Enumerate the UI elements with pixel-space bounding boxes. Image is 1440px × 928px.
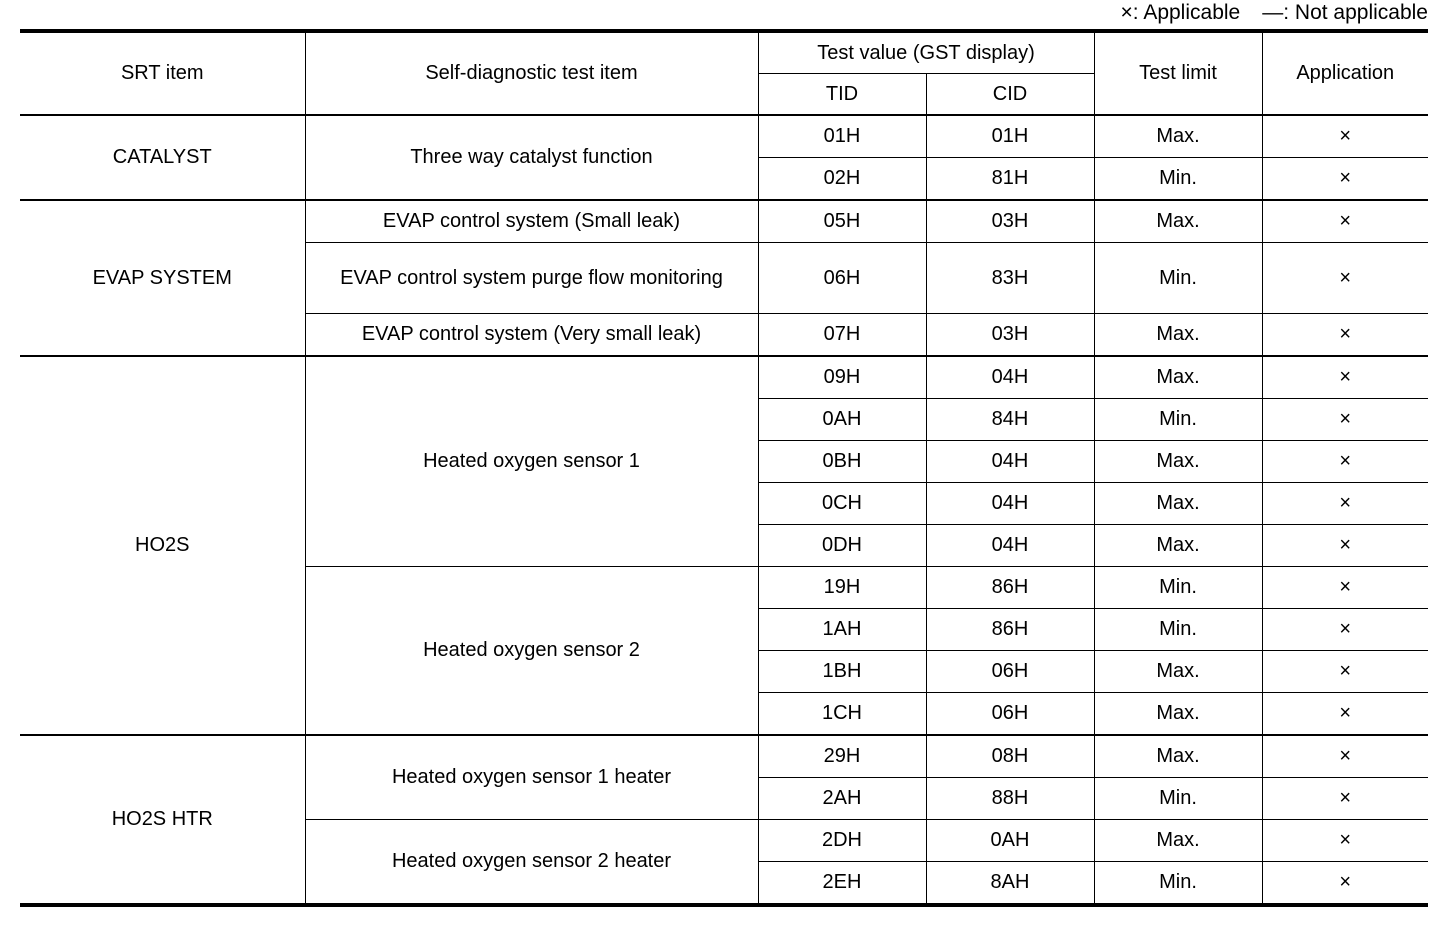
tid-cell: 2AH — [758, 778, 926, 820]
test-limit-cell: Min. — [1094, 158, 1262, 201]
table-header — [20, 31, 1428, 115]
test-limit-cell: Max. — [1094, 525, 1262, 567]
table-row — [20, 356, 1428, 399]
test-limit-cell: Min. — [1094, 399, 1262, 441]
cid-cell: 01H — [926, 115, 1094, 158]
test-limit-cell: Min. — [1094, 567, 1262, 609]
self-diagnostic-item-cell: Heated oxygen sensor 2 — [305, 567, 758, 736]
application-cell: × — [1262, 651, 1428, 693]
application-cell: × — [1262, 609, 1428, 651]
application-cell: × — [1262, 356, 1428, 399]
application-cell: × — [1262, 693, 1428, 736]
tid-cell: 0BH — [758, 441, 926, 483]
tid-cell: 09H — [758, 356, 926, 399]
application-cell: × — [1262, 115, 1428, 158]
application-cell: × — [1262, 441, 1428, 483]
cid-cell: 08H — [926, 735, 1094, 778]
tid-cell: 0AH — [758, 399, 926, 441]
application-cell: × — [1262, 820, 1428, 862]
srt-item-cell: CATALYST — [20, 115, 305, 200]
self-diagnostic-item-cell: Three way catalyst function — [305, 115, 758, 200]
self-diagnostic-item-cell: EVAP control system (Small leak) — [305, 200, 758, 243]
tid-cell: 19H — [758, 567, 926, 609]
self-diagnostic-item-cell: EVAP control system purge flow monitoring — [305, 243, 758, 314]
srt-test-table — [20, 29, 1428, 907]
header-application: Application — [1262, 31, 1428, 115]
test-limit-cell: Min. — [1094, 862, 1262, 906]
application-cell: × — [1262, 778, 1428, 820]
tid-cell: 05H — [758, 200, 926, 243]
srt-item-cell: EVAP SYSTEM — [20, 200, 305, 356]
legend — [1121, 0, 1428, 26]
test-limit-cell: Max. — [1094, 651, 1262, 693]
cid-cell: 8AH — [926, 862, 1094, 906]
srt-item-cell: HO2S — [20, 356, 305, 735]
header-tid: TID — [758, 74, 926, 116]
tid-cell: 0CH — [758, 483, 926, 525]
test-limit-cell: Min. — [1094, 243, 1262, 314]
cid-cell: 81H — [926, 158, 1094, 201]
application-cell: × — [1262, 567, 1428, 609]
test-limit-cell: Max. — [1094, 483, 1262, 525]
tid-cell: 06H — [758, 243, 926, 314]
application-cell: × — [1262, 525, 1428, 567]
test-limit-cell: Max. — [1094, 115, 1262, 158]
cid-cell: 04H — [926, 525, 1094, 567]
table-body — [20, 115, 1428, 905]
cid-cell: 83H — [926, 243, 1094, 314]
cid-cell: 04H — [926, 356, 1094, 399]
tid-cell: 1BH — [758, 651, 926, 693]
application-cell: × — [1262, 483, 1428, 525]
test-limit-cell: Max. — [1094, 356, 1262, 399]
cid-cell: 04H — [926, 483, 1094, 525]
table-row — [20, 735, 1428, 778]
cid-cell: 84H — [926, 399, 1094, 441]
header-cid: CID — [926, 74, 1094, 116]
cid-cell: 03H — [926, 200, 1094, 243]
test-limit-cell: Max. — [1094, 735, 1262, 778]
srt-item-cell: HO2S HTR — [20, 735, 305, 905]
table-row — [20, 200, 1428, 243]
test-limit-cell: Max. — [1094, 693, 1262, 736]
self-diagnostic-item-cell: Heated oxygen sensor 1 heater — [305, 735, 758, 820]
tid-cell: 0DH — [758, 525, 926, 567]
tid-cell: 2DH — [758, 820, 926, 862]
test-limit-cell: Min. — [1094, 778, 1262, 820]
tid-cell: 07H — [758, 314, 926, 357]
test-limit-cell: Max. — [1094, 200, 1262, 243]
header-self-diagnostic-item: Self-diagnostic test item — [305, 31, 758, 115]
test-limit-cell: Max. — [1094, 820, 1262, 862]
application-cell: × — [1262, 399, 1428, 441]
legend-applicable: ×: Applicable — [1120, 1, 1241, 24]
cid-cell: 0AH — [926, 820, 1094, 862]
self-diagnostic-item-cell: EVAP control system (Very small leak) — [305, 314, 758, 357]
test-limit-cell: Max. — [1094, 314, 1262, 357]
cid-cell: 06H — [926, 651, 1094, 693]
application-cell: × — [1262, 862, 1428, 906]
self-diagnostic-item-cell: Heated oxygen sensor 2 heater — [305, 820, 758, 906]
application-cell: × — [1262, 243, 1428, 314]
tid-cell: 2EH — [758, 862, 926, 906]
application-cell: × — [1262, 314, 1428, 357]
tid-cell: 02H — [758, 158, 926, 201]
application-cell: × — [1262, 158, 1428, 201]
self-diagnostic-item-cell: Heated oxygen sensor 1 — [305, 356, 758, 567]
tid-cell: 01H — [758, 115, 926, 158]
cid-cell: 04H — [926, 441, 1094, 483]
test-limit-cell: Max. — [1094, 441, 1262, 483]
header-test-limit: Test limit — [1094, 31, 1262, 115]
header-srt-item: SRT item — [20, 31, 305, 115]
cid-cell: 86H — [926, 609, 1094, 651]
application-cell: × — [1262, 735, 1428, 778]
application-cell: × — [1262, 200, 1428, 243]
cid-cell: 88H — [926, 778, 1094, 820]
header-test-value: Test value (GST display) — [758, 31, 1094, 74]
tid-cell: 29H — [758, 735, 926, 778]
tid-cell: 1CH — [758, 693, 926, 736]
table-row — [20, 115, 1428, 158]
test-limit-cell: Min. — [1094, 609, 1262, 651]
cid-cell: 86H — [926, 567, 1094, 609]
cid-cell: 06H — [926, 693, 1094, 736]
cid-cell: 03H — [926, 314, 1094, 357]
tid-cell: 1AH — [758, 609, 926, 651]
legend-not-applicable: —: Not applicable — [1262, 1, 1428, 24]
